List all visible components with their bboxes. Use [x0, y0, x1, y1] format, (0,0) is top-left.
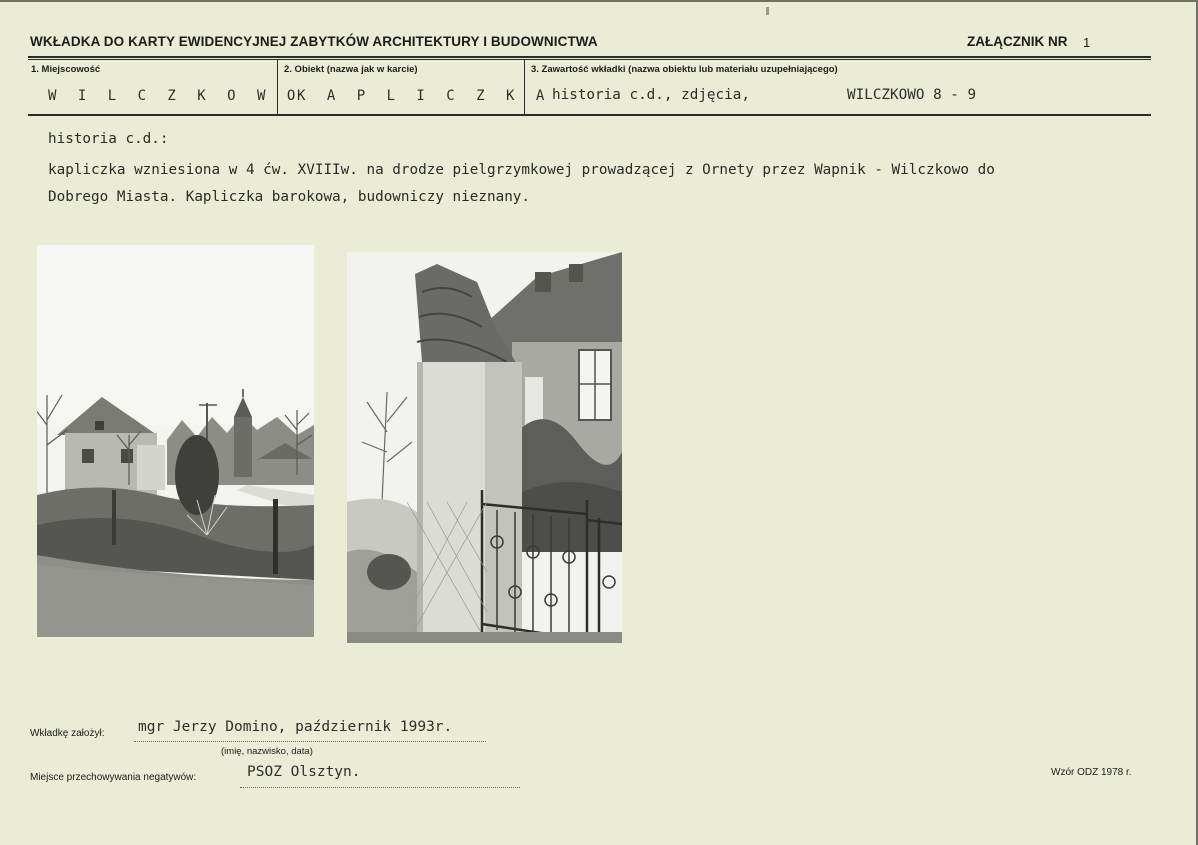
registration-mark: [766, 7, 769, 15]
column-divider: [524, 60, 525, 114]
column-divider: [277, 60, 278, 114]
annex-number: 1: [1083, 35, 1091, 50]
storage-value: PSOZ Olsztyn.: [247, 764, 361, 780]
locality-value: W I L C Z K O W O: [48, 88, 302, 104]
header-rule-thin: [28, 59, 1151, 60]
author-dotted-line: [134, 741, 486, 742]
roadside-shrine-image: [347, 252, 622, 643]
template-version: Wzór ODZ 1978 r.: [1051, 767, 1132, 778]
content-reference: WILCZKOWO 8 - 9: [847, 87, 977, 103]
content-value: historia c.d., zdjęcia,: [552, 87, 750, 103]
fields-bottom-rule: [28, 114, 1151, 116]
roadside-shrine-photo: [347, 252, 622, 643]
object-label: 2. Obiekt (nazwa jak w karcie): [284, 64, 418, 75]
village-street-image: [37, 245, 314, 637]
history-line-1: kapliczka wzniesiona w 4 ćw. XVIIIw. na drodze pielgrzymkowej prowadzącej z Ornety przez Wapnik - Wilczkowo do: [48, 162, 995, 178]
annex-label: ZAŁĄCZNIK NR: [967, 34, 1068, 49]
header-rule: [28, 56, 1151, 58]
history-line-2: Dobrego Miasta. Kapliczka barokowa, budowniczy nieznany.: [48, 189, 531, 205]
storage-label: Miejsce przechowywania negatywów:: [30, 772, 197, 783]
card-border-top: [0, 0, 1198, 2]
storage-dotted-line: [240, 787, 520, 788]
object-value: K A P L I C Z K A: [297, 88, 551, 104]
history-heading: historia c.d.:: [48, 131, 169, 147]
author-label: Wkładkę założył:: [30, 728, 105, 739]
form-title: WKŁADKA DO KARTY EWIDENCYJNEJ ZABYTKÓW ARCHITEKTURY I BUDOWNICTWA: [30, 34, 598, 49]
locality-label: 1. Miejscowość: [31, 64, 101, 75]
content-label: 3. Zawartość wkładki (nazwa obiektu lub materiału uzupełniającego): [531, 64, 838, 75]
author-value: mgr Jerzy Domino, październik 1993r.: [138, 719, 453, 735]
village-street-photo: [37, 245, 314, 637]
author-hint: (imię, nazwisko, data): [221, 746, 313, 757]
